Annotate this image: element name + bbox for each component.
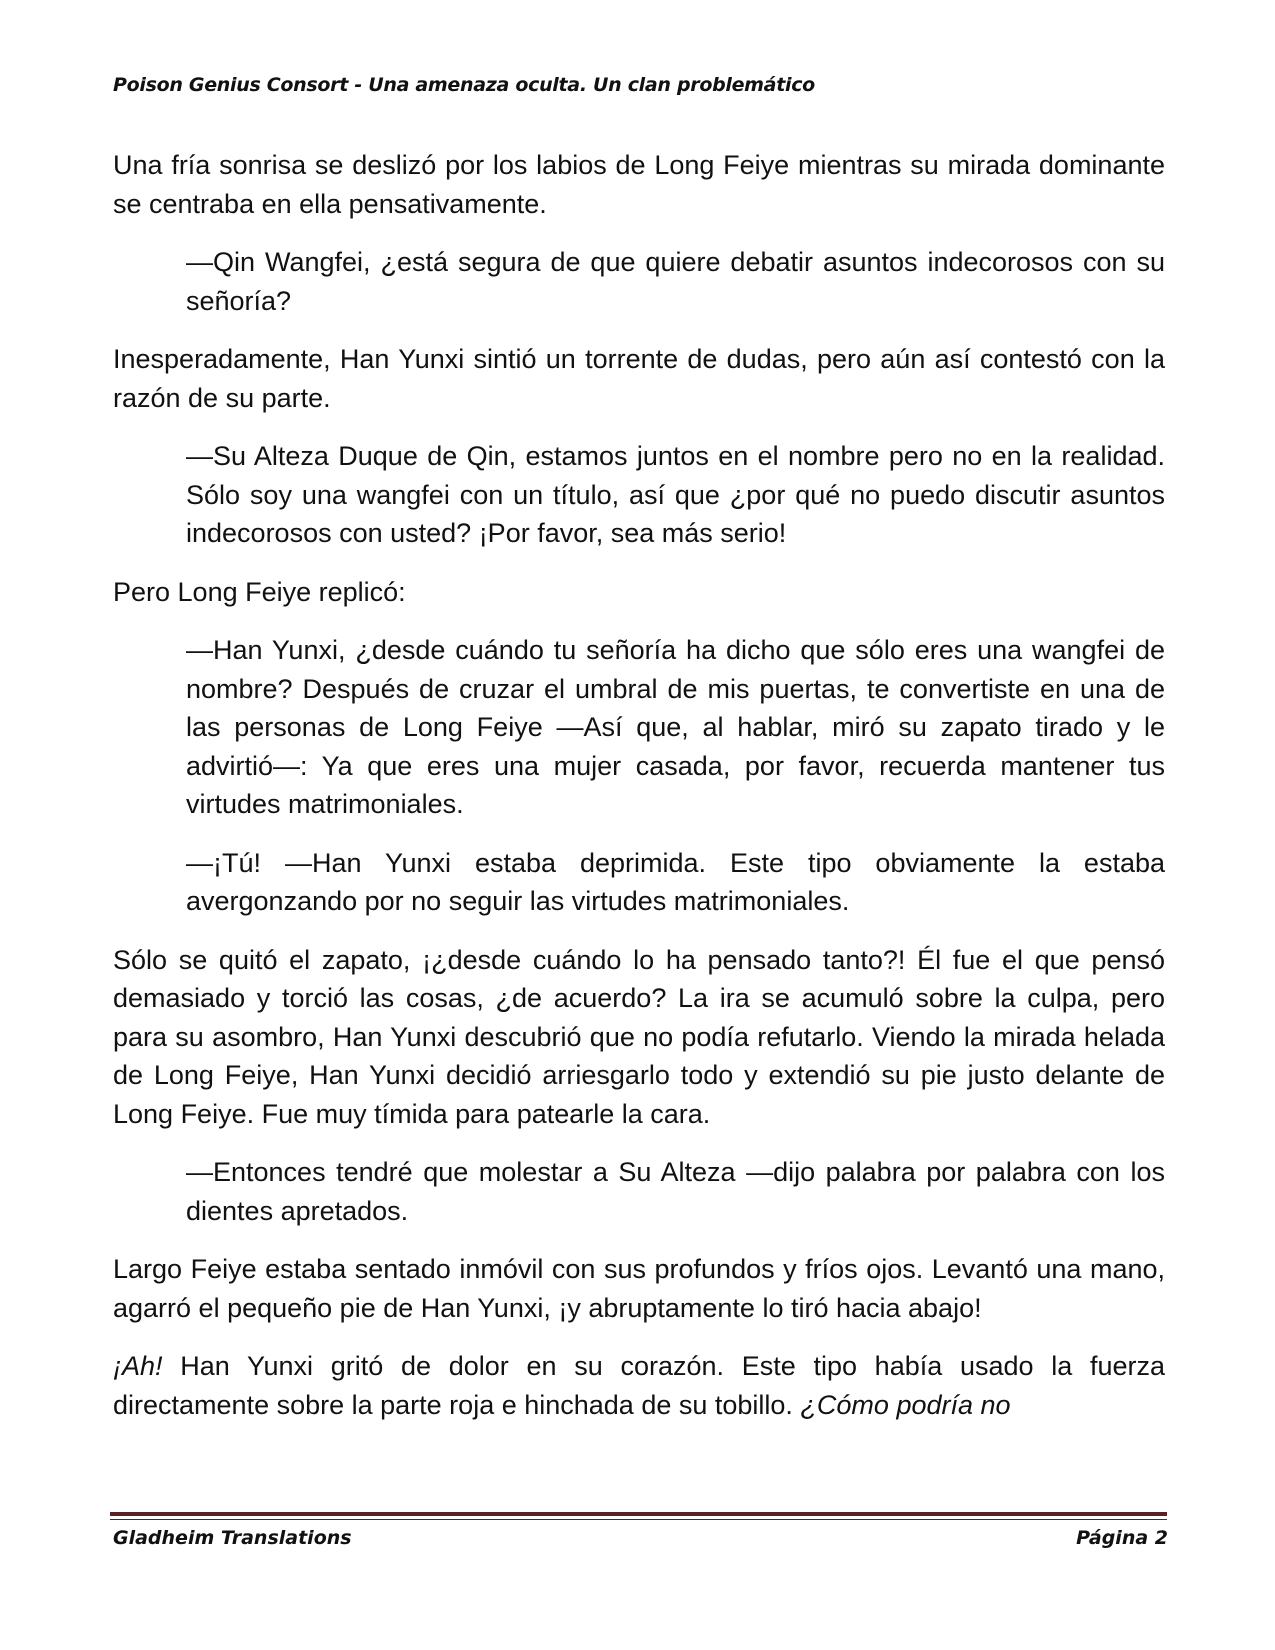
footer-rule-thin <box>110 1519 1167 1520</box>
paragraph: Inesperadamente, Han Yunxi sintió un torrente de dudas, pero aún así contestó con la razón de su parte. <box>113 344 1165 413</box>
footer-page-number: Página 2 <box>1076 1527 1168 1549</box>
dialogue-paragraph: —Su Alteza Duque de Qin, estamos juntos en el nombre pero no en la realidad. Sólo soy una wangfei con un título, así que ¿por qué no puedo discutir asuntos indecorosos con usted? ¡Por favor, sea más serio! <box>186 441 1165 548</box>
dialogue-paragraph: —Han Yunxi, ¿desde cuándo tu señoría ha dicho que sólo eres una wangfei de nombre? Después de cruzar el umbral de mis puertas, te convertiste en una de las personas de Long Feiye —Así que, al hablar, miró su zapato tirado y le advirtió—: Ya que eres una mujer casada, por favor, recuerda mantener tus virtudes matrimoniales. <box>186 635 1165 819</box>
dialogue-paragraph: —¡Tú! —Han Yunxi estaba deprimida. Este tipo obviamente la estaba avergonzando por no seguir las virtudes matrimoniales. <box>186 847 1165 916</box>
paragraph: Pero Long Feiye replicó: <box>113 576 406 607</box>
paragraph-text: Han Yunxi gritó de dolor en su corazón. Este tipo había usado la fuerza directamente sobre la parte roja e hinchada de su tobillo. <box>113 1351 1165 1420</box>
paragraph: Sólo se quitó el zapato, ¡¿desde cuándo lo ha pensado tanto?! Él fue el que pensó demasiado y torció las cosas, ¿de acuerdo? La ira se acumuló sobre la culpa, pero para su asombro, Han Yunxi descubrió que no podía refutarlo. Viendo la mirada helada de Long Feiye, Han Yunxi decidió arriesgarlo todo y extendió su pie justo delante de Long Feiye. Fue muy tímida para patearle la cara. <box>113 944 1165 1129</box>
italic-thought: ¿Cómo podría no <box>800 1389 1011 1420</box>
paragraph: Una fría sonrisa se deslizó por los labios de Long Feiye mientras su mirada dominante se centraba en ella pensativamente. <box>113 150 1165 219</box>
paragraph-last <box>113 1347 1165 1424</box>
dialogue-paragraph: —Entonces tendré que molestar a Su Alteza —dijo palabra por palabra con los dientes apretados. <box>186 1157 1165 1226</box>
paragraph: Largo Feiye estaba sentado inmóvil con sus profundos y fríos ojos. Levantó una mano, agarró el pequeño pie de Han Yunxi, ¡y abruptamente lo tiró hacia abajo! <box>113 1254 1165 1323</box>
running-header: Poison Genius Consort - Una amenaza oculta. Un clan problemático <box>113 74 815 96</box>
body-text <box>113 146 1165 1444</box>
footer-translator: Gladheim Translations <box>113 1527 352 1549</box>
footer-rule-thick <box>110 1512 1167 1516</box>
italic-exclamation: ¡Ah! <box>113 1351 163 1381</box>
dialogue-paragraph: —Qin Wangfei, ¿está segura de que quiere debatir asuntos indecorosos con su señoría? <box>186 247 1165 316</box>
